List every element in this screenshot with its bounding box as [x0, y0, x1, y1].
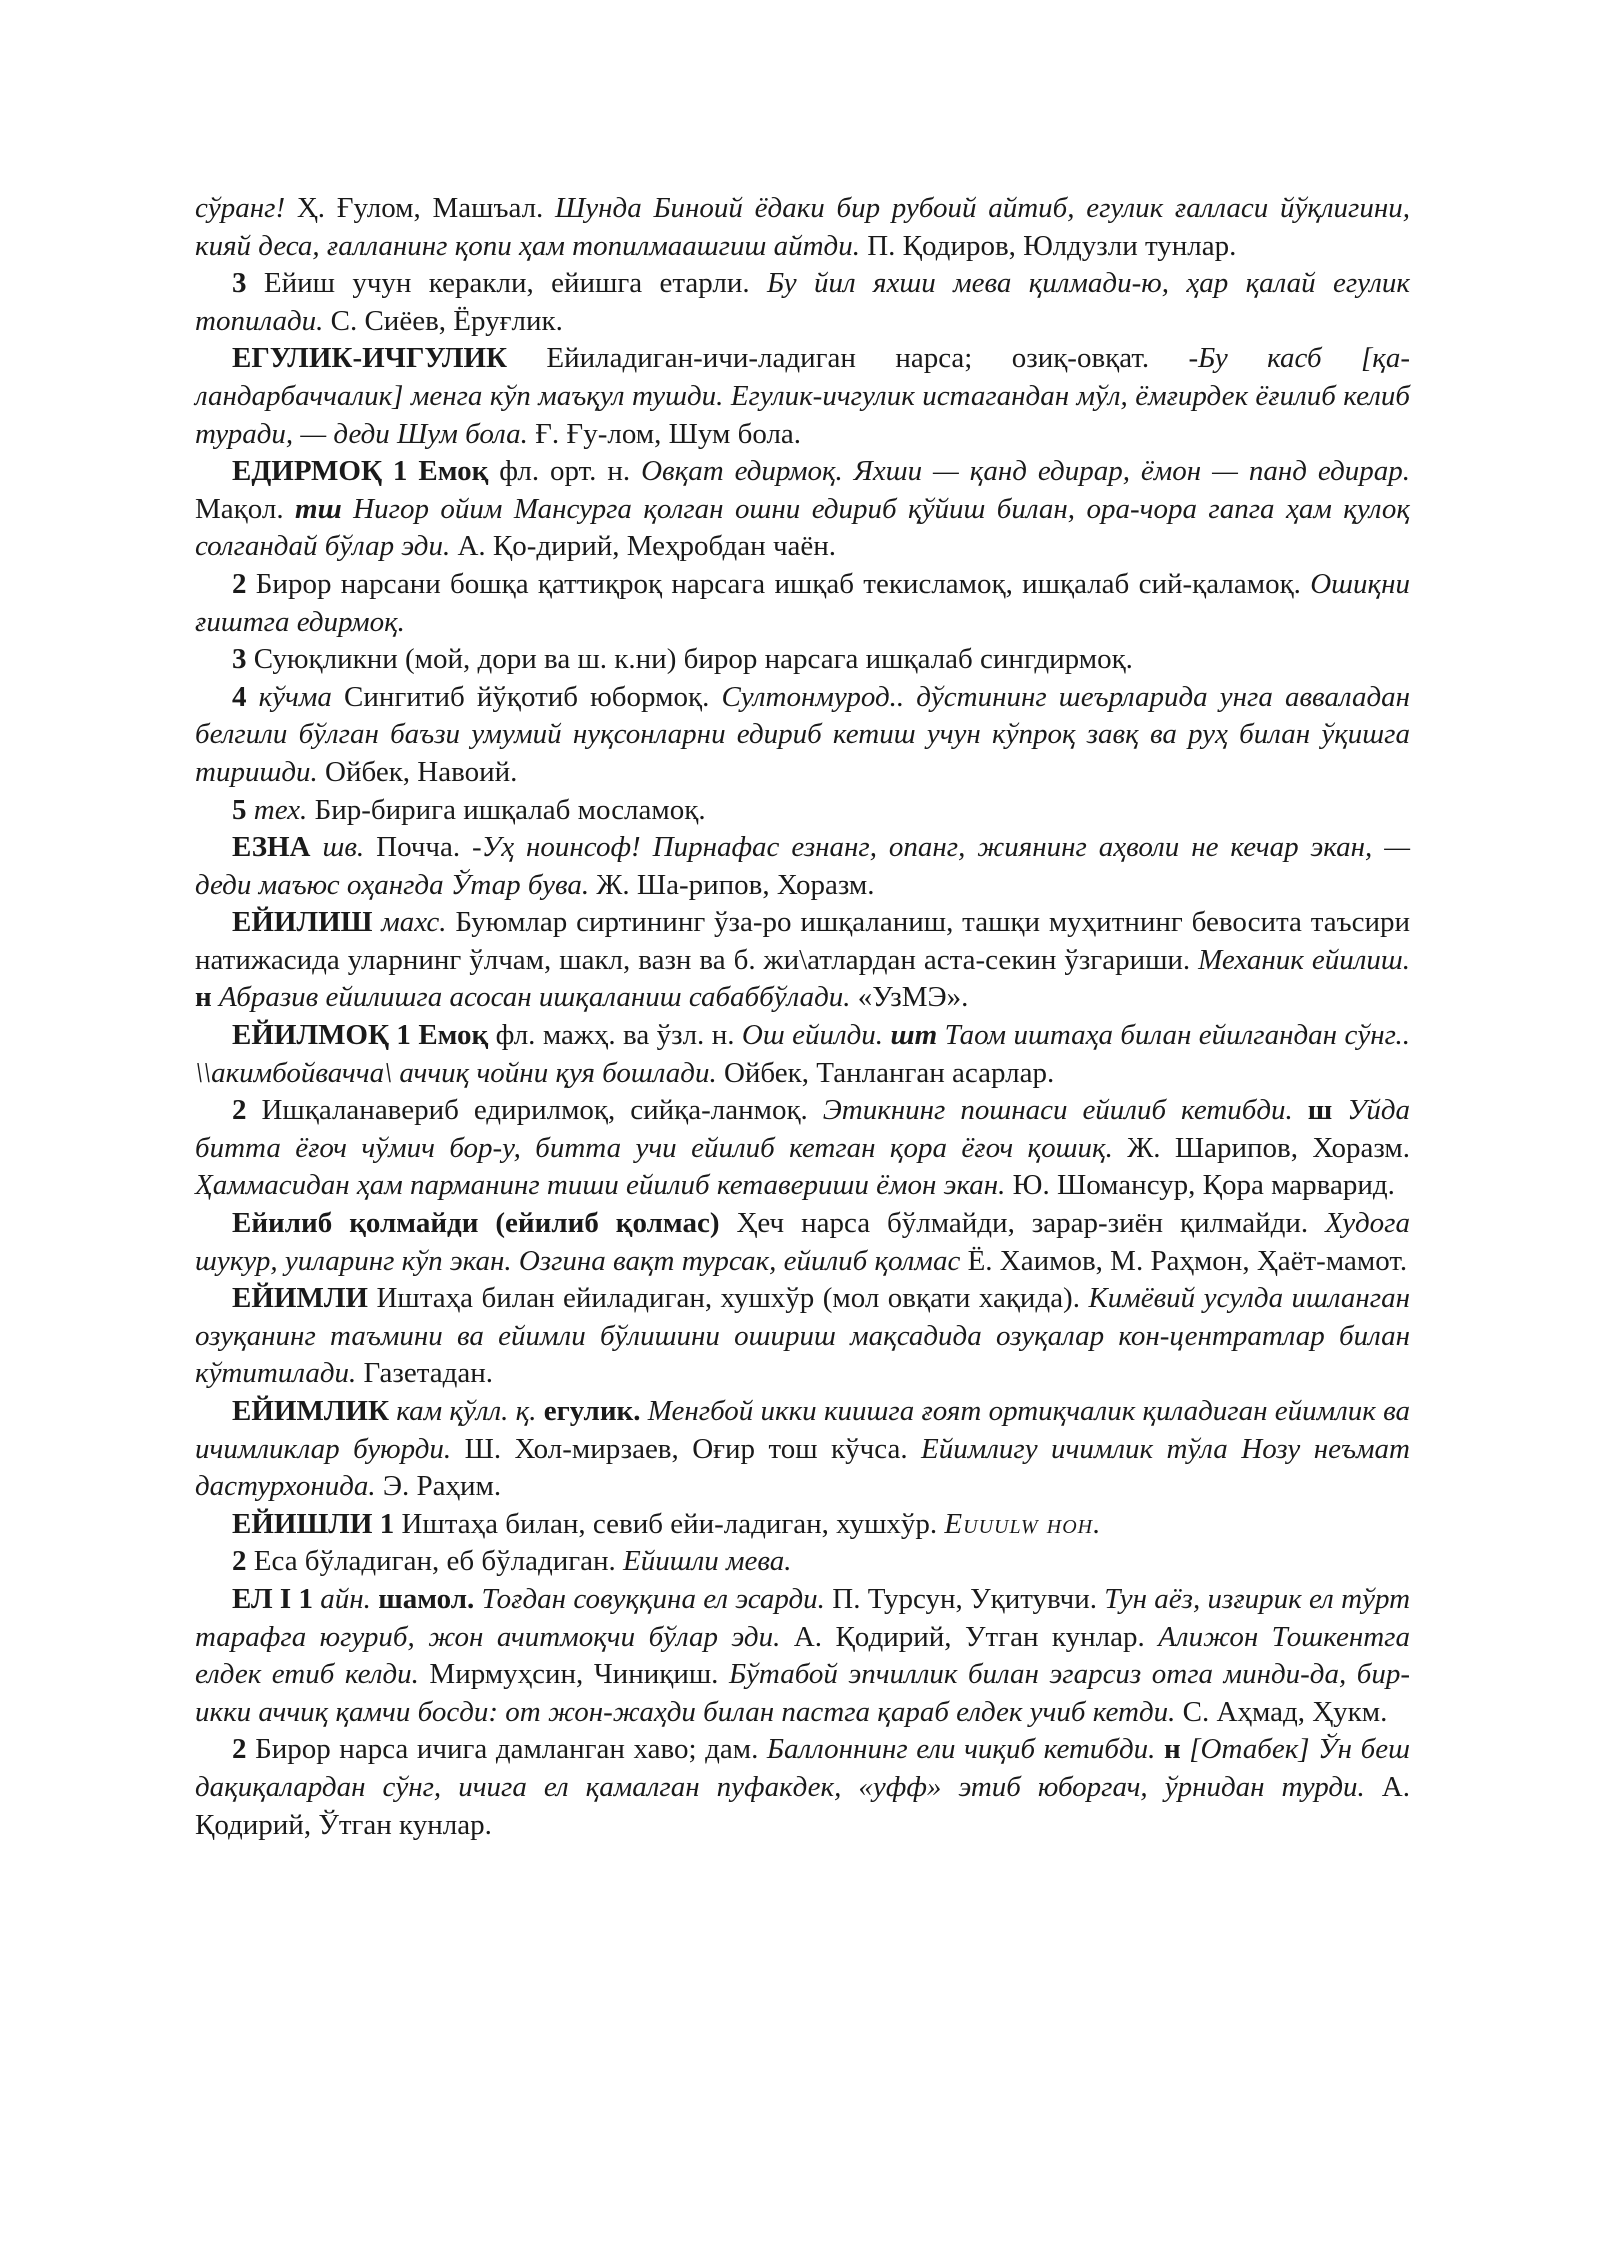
headword-text: ЕГУЛИК-ИЧГУЛИК: [232, 342, 508, 375]
example-text: кўчма: [246, 680, 332, 713]
body-text: Газетадан.: [356, 1357, 494, 1390]
body-text: А. Қодирий, Ўтган кунлар.: [195, 1770, 1410, 1841]
body-text: «УзМЭ».: [850, 981, 969, 1014]
body-text: П. Турсун, Уқитувчи.: [824, 1582, 1105, 1615]
body-text: Ж. Шарипов, Хоразм.: [1112, 1131, 1410, 1164]
dictionary-paragraph: [195, 453, 1410, 566]
example-text: Ейишли мева.: [623, 1545, 792, 1578]
body-text: Бир-бирига ишқалаб мосламоқ.: [307, 793, 706, 826]
body-text: Бирор нарсани бошқа қаттиқроқ нарсага ишқаб текисламоқ, ишқалаб сий-қаламоқ.: [246, 567, 1311, 600]
headword-text: н: [1155, 1733, 1181, 1766]
example-text: Ҳаммасидан ҳам парманинг тиши ейилиб кетавериши ёмон экан.: [195, 1169, 1006, 1202]
example-text: -Уҳ ноинсоф! Пирнафас езнанг, опанг, жиянинг аҳволи не кечар экан, — деди маъюс оҳангда Ўтар бува.: [195, 831, 1410, 901]
headword-text: 5: [232, 793, 247, 826]
body-text: тш: [295, 492, 342, 525]
example-text: Ейимлигу ичимлик тўла Нозу неъмат дастурхонида.: [195, 1432, 1410, 1503]
dictionary-paragraph: [195, 265, 1410, 340]
body-text: Э. Раҳим.: [375, 1470, 502, 1503]
example-text: махс.: [372, 906, 447, 939]
headword-text: 2: [232, 567, 247, 600]
example-text: Бу йил яхши мева қилмади-ю, ҳар қалай егулик топилади.: [195, 267, 1410, 337]
body-text: Ойбек, Танланган асарлар.: [716, 1056, 1055, 1089]
headword-text: 3: [232, 267, 247, 300]
body-text: Почча.: [364, 831, 473, 864]
dictionary-page: [195, 190, 1410, 1844]
body-text: А. Қодирий, Утган кунлар.: [780, 1620, 1159, 1653]
example-text: Тун аёз, изғирик ел тўрт тарафга югуриб, жон ачитмоқчи бўлар эди.: [195, 1582, 1411, 1653]
body-text: Иштаҳа билан ейиладиган, хушхўр (мол овқати хақида).: [368, 1282, 1089, 1315]
body-text: Суюқликни (мой, дори ва ш. к.ни) бирор нарсага ишқалаб сингдирмоқ.: [246, 643, 1133, 676]
dictionary-paragraph: [195, 829, 1410, 904]
headword-text: Ейилиб қолмайди (ейилиб қолмас): [232, 1207, 720, 1240]
body-text: Мақол.: [195, 492, 296, 525]
example-text: сўранг!: [195, 192, 286, 224]
headword-text: 2: [232, 1733, 247, 1766]
dictionary-paragraph: [195, 1393, 1410, 1506]
body-text: Ишқаланавериб едирилмоқ, сийқа-ланмоқ.: [246, 1094, 823, 1127]
example-text: Ошиқни ғиштга едирмоқ.: [195, 567, 1410, 638]
headword-text: ЕЗНА: [232, 831, 311, 864]
dictionary-paragraph: [195, 340, 1410, 453]
example-text: Овқат едирмоқ. Яхши — қанд едирар, ёмон — панд едирар.: [641, 455, 1410, 488]
dictionary-paragraph: [195, 792, 1410, 830]
dictionary-paragraph: [195, 1017, 1410, 1092]
dictionary-paragraph: [195, 1280, 1410, 1393]
body-text: шт: [883, 1019, 938, 1052]
body-text: П. Қодиров, Юлдузли тунлар.: [859, 229, 1237, 262]
example-text: айн.: [312, 1582, 371, 1615]
headword-text: ш: [1292, 1094, 1333, 1127]
body-text: Иштаҳа билан, севиб ейи-ладиган, хушхўр.: [394, 1507, 945, 1540]
body-text: Ё. Хаимов, М. Раҳмон, Ҳаёт-мамот.: [960, 1244, 1408, 1277]
body-text: Буюмлар сиртининг ўза-ро ишқаланиш, ташқи муҳитнинг бевосита таъсири натижасида уларнинг ўлчам, шакл, вазн ва б. жи\атлардан аста-секин ўзгариши.: [195, 906, 1411, 976]
body-text: Мирмуҳсин, Чиниқиш.: [418, 1658, 729, 1691]
headword-text: ЕЙИЛМОҚ 1 Емоқ: [232, 1019, 489, 1052]
dictionary-paragraph: [195, 1581, 1410, 1731]
example-text: Менгбой икки киишга ғоят ортиқчалик қиладиган ейимлик ва ичимликлар буюрди.: [195, 1395, 1410, 1465]
dictionary-paragraph: [195, 679, 1410, 792]
body-text: С. Сиёев, Ёруғлик.: [323, 304, 563, 337]
body-text: Ғ. Ғу-лом, Шум бола.: [527, 417, 802, 450]
example-text: Абразив ейилишга асосан ишқаланиш сабаббўлади.: [211, 981, 851, 1014]
example-text: кам қўлл. қ.: [389, 1395, 537, 1427]
body-text: фл. орт. н.: [488, 455, 642, 488]
headword-text: ЕЙИЛИШ: [232, 906, 373, 939]
example-text: тех.: [246, 793, 308, 826]
headword-text: шамол.: [370, 1582, 475, 1615]
dictionary-paragraph: [195, 641, 1410, 679]
example-text: Кимёвий усулда ишланган озуқанинг таъмини ва ейимли бўлишини ошириш мақсадида озуқалар кон-центратлар билан кўтитилади.: [195, 1282, 1410, 1390]
example-text: Уйда битта ёғоч чўмич бор-у, битта учи ейилиб кетган қора ёғоч қошиқ.: [195, 1094, 1411, 1164]
headword-text: 4: [232, 680, 247, 713]
body-text: Ҳеч нарса бўлмайди, зарар-зиён қилмайди.: [719, 1207, 1326, 1240]
headword-text: ЕЙИМЛИ: [232, 1282, 368, 1315]
example-text: Ош ейилди.: [741, 1019, 884, 1052]
body-text: Ейиладиган-ичи-ладиган нарса; озиқ-овқат.: [507, 342, 1189, 375]
body-text: С. Аҳмад, Ҳукм.: [1175, 1695, 1388, 1728]
headword-text: ЕДИРМОҚ 1 Емоқ: [232, 455, 489, 488]
example-text: -Бу касб [қа-ландарбаччалик] менга кўп маъқул тушди. Егулик-ичгулик истагандан мўл, ёмғирдек ёғилиб келиб туради, — деди Шум бола.: [195, 342, 1410, 450]
body-text: Euuulw hoh.: [944, 1507, 1102, 1540]
headword-text: н: [195, 981, 212, 1014]
example-text: Алижон Тошкентга елдек етиб келди.: [195, 1620, 1410, 1691]
example-text: Механик ейилиш.: [1198, 943, 1410, 976]
example-text: Тоғдан совуққина ел эсарди.: [474, 1582, 825, 1615]
body-text: фл. мажҳ. ва ўзл. н.: [488, 1019, 742, 1052]
example-text: Султонмурод.. дўстининг шеърларида унга авваладан белгили бўлган баъзи умумий нуқсонларни едириб кетиш учун кўпроқ завқ ва руҳ билан ўқишга тиришди.: [195, 680, 1411, 788]
example-text: Бўтабой эпчиллик билан эгарсиз отга минди-да, бир-икки аччиқ қамчи босди: от жон-жаҳди билан пастга қараб елдек учиб кетди.: [195, 1658, 1410, 1728]
example-text: шв.: [310, 831, 365, 864]
headword-text: ЕЙИМЛИК: [232, 1395, 390, 1427]
body-text: Еса бўладиган, еб бўладиган.: [246, 1545, 624, 1578]
dictionary-paragraph: [195, 190, 1410, 265]
headword-text: 3: [232, 643, 247, 676]
body-text: Ш. Хол-мирзаев, Оғир тош кўчса.: [451, 1432, 922, 1465]
example-text: Нигор ойим Мансурга қолган ошни едириб қўйиш билан, ора-чора гапга ҳам қулоқ солгандай бўлар эди.: [195, 492, 1410, 563]
body-text: Ойбек, Навоий.: [317, 755, 518, 788]
dictionary-paragraph: [195, 566, 1410, 641]
body-text: Ж. Ша-рипов, Хоразм.: [589, 868, 875, 901]
headword-text: ЕЙИШЛИ 1: [232, 1507, 395, 1540]
dictionary-paragraph: [195, 1543, 1410, 1581]
dictionary-paragraph: [195, 1205, 1410, 1280]
example-text: Худога шукур, уиларинг кўп экан. Озгина вақт турсак, ейилиб қолмас: [195, 1207, 1410, 1277]
headword-text: ЕЛ I 1: [232, 1582, 313, 1615]
headword-text: 2: [232, 1545, 247, 1578]
dictionary-paragraph: [195, 1092, 1410, 1205]
body-text: Сингитиб йўқотиб юбормоқ.: [331, 680, 722, 713]
body-text: Бирор нарса ичига дамланган хаво; дам.: [246, 1733, 767, 1766]
body-text: Ю. Шомансур, Қора марварид.: [1005, 1169, 1395, 1202]
body-text: Ейиш учун керакли, ейишга етарли.: [246, 267, 767, 300]
headword-text: 2: [232, 1094, 247, 1127]
example-text: [Отабек] Ўн беш дақиқалардан сўнг, ичига ел қамалган пуфакдек, «уфф» этиб юборгач, ўрнидан турди.: [195, 1733, 1410, 1803]
dictionary-paragraph: [195, 904, 1410, 1017]
body-text: Ҳ. Ғулом, Машъал.: [285, 192, 556, 224]
headword-text: егулик.: [536, 1395, 641, 1427]
example-text: Таом иштаҳа билан ейилгандан сўнг.. \\акимбойвачча\ аччиқ чойни қуя бошлади.: [195, 1019, 1411, 1089]
dictionary-paragraph: [195, 1731, 1410, 1844]
dictionary-paragraph: [195, 1506, 1410, 1544]
body-text: А. Қо-дирий, Меҳробдан чаён.: [450, 530, 837, 563]
example-text: Баллоннинг ели чиқиб кетибди.: [766, 1733, 1156, 1766]
example-text: Шунда Биноий ёдаки бир рубоий айтиб, егулик ғалласи йўқлигини, кияй деса, ғалланинг қопи ҳам топилмаашгиш айтди.: [195, 192, 1410, 262]
example-text: Этикнинг пошнаси ейилиб кетибди.: [822, 1094, 1293, 1127]
